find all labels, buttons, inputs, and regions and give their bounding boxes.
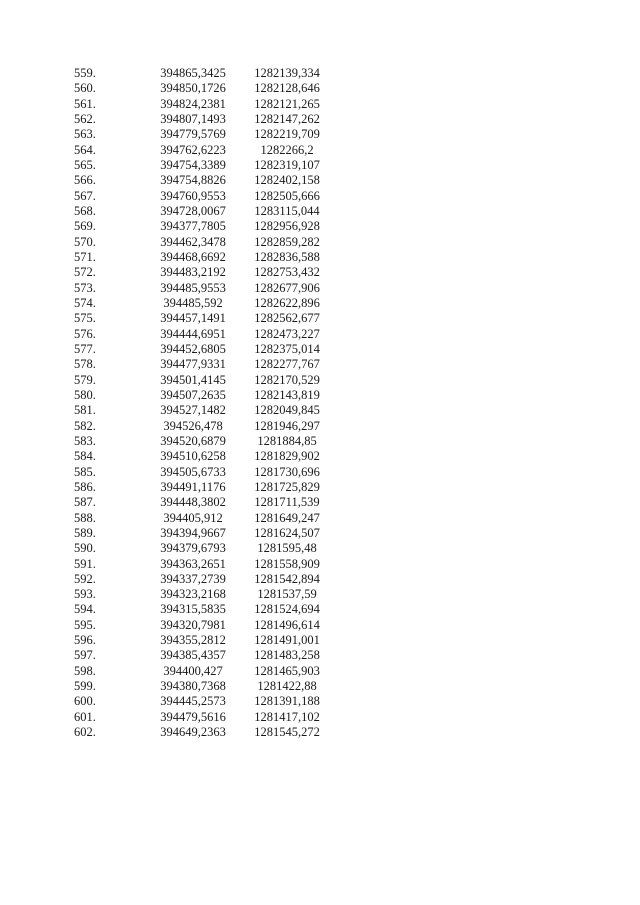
table-row: [74, 618, 332, 633]
y-coordinate-cell: 1282859,282: [254, 234, 320, 249]
x-coordinate-cell: 394807,1493: [160, 111, 226, 126]
point-number-cell: 589.: [74, 525, 96, 540]
table-row: [74, 572, 332, 587]
x-coordinate-cell: 394337,2739: [160, 571, 226, 586]
table-row: [74, 281, 332, 296]
y-coordinate-cell: 1281537,59: [257, 587, 317, 602]
x-coordinate-cell: 394457,1491: [160, 311, 226, 326]
table-row: [74, 541, 332, 556]
y-coordinate-cell: 1282049,845: [254, 403, 320, 418]
table-row: [74, 265, 332, 280]
y-coordinate-cell: 1281649,247: [254, 510, 320, 525]
point-number-cell: 597.: [74, 648, 96, 663]
table-row: [74, 587, 332, 602]
table-row: [74, 204, 332, 219]
point-number-cell: 582.: [74, 418, 96, 433]
point-number-cell: 594.: [74, 602, 96, 617]
point-number-cell: 587.: [74, 495, 96, 510]
point-number-cell: 595.: [74, 617, 96, 632]
y-coordinate-cell: 1281542,894: [254, 571, 320, 586]
x-coordinate-cell: 394760,9553: [160, 188, 226, 203]
y-coordinate-cell: 1281422,88: [257, 679, 317, 694]
table-row: [74, 710, 332, 725]
y-coordinate-cell: 1281496,614: [254, 617, 320, 632]
table-row: [74, 173, 332, 188]
table-row: [74, 557, 332, 572]
table-row: [74, 311, 332, 326]
x-coordinate-cell: 394507,2635: [160, 387, 226, 402]
y-coordinate-cell: 1282836,588: [254, 249, 320, 264]
table-row: [74, 373, 332, 388]
point-number-cell: 577.: [74, 341, 96, 356]
x-coordinate-cell: 394510,6258: [160, 449, 226, 464]
point-number-cell: 585.: [74, 464, 96, 479]
point-number-cell: 573.: [74, 280, 96, 295]
y-coordinate-cell: 1282677,906: [254, 280, 320, 295]
point-number-cell: 581.: [74, 403, 96, 418]
table-row: [74, 633, 332, 648]
x-coordinate-cell: 394483,2192: [160, 265, 226, 280]
table-row: [74, 158, 332, 173]
x-coordinate-cell: 394445,2573: [160, 694, 226, 709]
point-number-cell: 559.: [74, 66, 96, 80]
point-number-cell: 562.: [74, 111, 96, 126]
x-coordinate-cell: 394462,3478: [160, 234, 226, 249]
point-number-cell: 590.: [74, 541, 96, 556]
x-coordinate-cell: 394385,4357: [160, 648, 226, 663]
x-coordinate-cell: 394479,5616: [160, 709, 226, 724]
table-row: [74, 495, 332, 510]
y-coordinate-cell: 1281558,909: [254, 556, 320, 571]
x-coordinate-cell: 394477,9331: [160, 357, 226, 372]
point-number-cell: 598.: [74, 663, 96, 678]
point-number-cell: 601.: [74, 709, 96, 724]
x-coordinate-cell: 394501,4145: [160, 372, 226, 387]
x-coordinate-cell: 394315,5835: [160, 602, 226, 617]
table-row: [74, 112, 332, 127]
point-number-cell: 569.: [74, 219, 96, 234]
x-coordinate-cell: 394377,7805: [160, 219, 226, 234]
table-row: [74, 219, 332, 234]
x-coordinate-cell: 394452,6805: [160, 341, 226, 356]
y-coordinate-cell: 1282147,262: [254, 111, 320, 126]
table-row: [74, 327, 332, 342]
x-coordinate-cell: 394379,6793: [160, 541, 226, 556]
point-number-cell: 600.: [74, 694, 96, 709]
table-row: [74, 465, 332, 480]
point-number-cell: 593.: [74, 587, 96, 602]
y-coordinate-cell: 1282402,158: [254, 173, 320, 188]
x-coordinate-cell: 394485,592: [163, 295, 223, 310]
x-coordinate-cell: 394850,1726: [160, 81, 226, 96]
table-row: [74, 143, 332, 158]
x-coordinate-cell: 394649,2363: [160, 725, 226, 740]
y-coordinate-cell: 1282170,529: [254, 372, 320, 387]
x-coordinate-cell: 394380,7368: [160, 679, 226, 694]
x-coordinate-cell: 394405,912: [163, 510, 223, 525]
table-row: [74, 419, 332, 434]
y-coordinate-cell: 1281624,507: [254, 525, 320, 540]
point-number-cell: 568.: [74, 203, 96, 218]
y-coordinate-cell: 1282219,709: [254, 127, 320, 142]
x-coordinate-cell: 394323,2168: [160, 587, 226, 602]
table-row: [74, 388, 332, 403]
table-row: [74, 403, 332, 418]
y-coordinate-cell: 1282622,896: [254, 295, 320, 310]
x-coordinate-cell: 394363,2651: [160, 556, 226, 571]
x-coordinate-cell: 394527,1482: [160, 403, 226, 418]
x-coordinate-cell: 394400,427: [163, 663, 223, 678]
y-coordinate-cell: 1281730,696: [254, 464, 320, 479]
point-number-cell: 574.: [74, 295, 96, 310]
x-coordinate-cell: 394448,3802: [160, 495, 226, 510]
y-coordinate-cell: 1281946,297: [254, 418, 320, 433]
table-row: [74, 127, 332, 142]
point-number-cell: 566.: [74, 173, 96, 188]
y-coordinate-cell: 1281595,48: [257, 541, 317, 556]
y-coordinate-cell: 1281545,272: [254, 725, 320, 740]
x-coordinate-cell: 394728,0067: [160, 203, 226, 218]
x-coordinate-cell: 394520,6879: [160, 433, 226, 448]
y-coordinate-cell: 1282128,646: [254, 81, 320, 96]
y-coordinate-cell: 1282505,666: [254, 188, 320, 203]
point-number-cell: 560.: [74, 81, 96, 96]
table-row: [74, 357, 332, 372]
x-coordinate-cell: 394320,7981: [160, 617, 226, 632]
y-coordinate-cell: 1281884,85: [257, 433, 317, 448]
table-row: [74, 725, 332, 740]
y-coordinate-cell: 1282375,014: [254, 341, 320, 356]
y-coordinate-cell: 1282143,819: [254, 387, 320, 402]
y-coordinate-cell: 1282121,265: [254, 96, 320, 111]
x-coordinate-cell: 394355,2812: [160, 633, 226, 648]
y-coordinate-cell: 1282473,227: [254, 326, 320, 341]
point-number-cell: 575.: [74, 311, 96, 326]
y-coordinate-cell: 1282319,107: [254, 157, 320, 172]
point-number-cell: 571.: [74, 249, 96, 264]
x-coordinate-cell: 394394,9667: [160, 525, 226, 540]
y-coordinate-cell: 1281524,694: [254, 602, 320, 617]
table-row: [74, 342, 332, 357]
point-number-cell: 588.: [74, 510, 96, 525]
x-coordinate-cell: 394865,3425: [160, 66, 226, 80]
y-coordinate-cell: 1283115,044: [254, 203, 320, 218]
table-row: [74, 189, 332, 204]
x-coordinate-cell: 394762,6223: [160, 142, 226, 157]
point-number-cell: 592.: [74, 571, 96, 586]
table-row: [74, 434, 332, 449]
point-number-cell: 567.: [74, 188, 96, 203]
table-row: [74, 81, 332, 96]
y-coordinate-cell: 1282139,334: [254, 66, 320, 80]
coordinate-table: [74, 66, 332, 740]
table-row: [74, 694, 332, 709]
y-coordinate-cell: 1281417,102: [254, 709, 320, 724]
table-row: [74, 480, 332, 495]
table-row: [74, 602, 332, 617]
table-row: [74, 250, 332, 265]
point-number-cell: 565.: [74, 157, 96, 172]
y-coordinate-cell: 1282277,767: [254, 357, 320, 372]
x-coordinate-cell: 394444,6951: [160, 326, 226, 341]
y-coordinate-cell: 1281711,539: [254, 495, 320, 510]
y-coordinate-cell: 1281465,903: [254, 663, 320, 678]
y-coordinate-cell: 1281491,001: [254, 633, 320, 648]
table-row: [74, 235, 332, 250]
point-number-cell: 576.: [74, 326, 96, 341]
table-row: [74, 679, 332, 694]
point-number-cell: 591.: [74, 556, 96, 571]
x-coordinate-cell: 394505,6733: [160, 464, 226, 479]
point-number-cell: 579.: [74, 372, 96, 387]
coordinate-table-body: [74, 66, 332, 740]
y-coordinate-cell: 1282562,677: [254, 311, 320, 326]
y-coordinate-cell: 1282753,432: [254, 265, 320, 280]
x-coordinate-cell: 394824,2381: [160, 96, 226, 111]
y-coordinate-cell: 1281483,258: [254, 648, 320, 663]
table-row: [74, 296, 332, 311]
y-coordinate-cell: 1282956,928: [254, 219, 320, 234]
x-coordinate-cell: 394468,6692: [160, 249, 226, 264]
x-coordinate-cell: 394754,3389: [160, 157, 226, 172]
x-coordinate-cell: 394754,8826: [160, 173, 226, 188]
point-number-cell: 578.: [74, 357, 96, 372]
table-row: [74, 449, 332, 464]
point-number-cell: 570.: [74, 234, 96, 249]
table-row: [74, 648, 332, 663]
x-coordinate-cell: 394526,478: [163, 418, 223, 433]
point-number-cell: 563.: [74, 127, 96, 142]
y-coordinate-cell: 1281829,902: [254, 449, 320, 464]
y-coordinate-cell: 1282266,2: [260, 142, 314, 157]
table-row: [74, 66, 332, 81]
point-number-cell: 583.: [74, 433, 96, 448]
y-coordinate-cell: 1281725,829: [254, 479, 320, 494]
table-row: [74, 526, 332, 541]
point-number-cell: 602.: [74, 725, 96, 740]
point-number-cell: 599.: [74, 679, 96, 694]
point-number-cell: 564.: [74, 142, 96, 157]
point-number-cell: 596.: [74, 633, 96, 648]
point-number-cell: 561.: [74, 96, 96, 111]
point-number-cell: 572.: [74, 265, 96, 280]
point-number-cell: 586.: [74, 479, 96, 494]
table-row: [74, 511, 332, 526]
x-coordinate-cell: 394491,1176: [160, 479, 226, 494]
y-coordinate-cell: 1281391,188: [254, 694, 320, 709]
x-coordinate-cell: 394485,9553: [160, 280, 226, 295]
point-number-cell: 580.: [74, 387, 96, 402]
x-coordinate-cell: 394779,5769: [160, 127, 226, 142]
table-row: [74, 97, 332, 112]
table-row: [74, 664, 332, 679]
point-number-cell: 584.: [74, 449, 96, 464]
